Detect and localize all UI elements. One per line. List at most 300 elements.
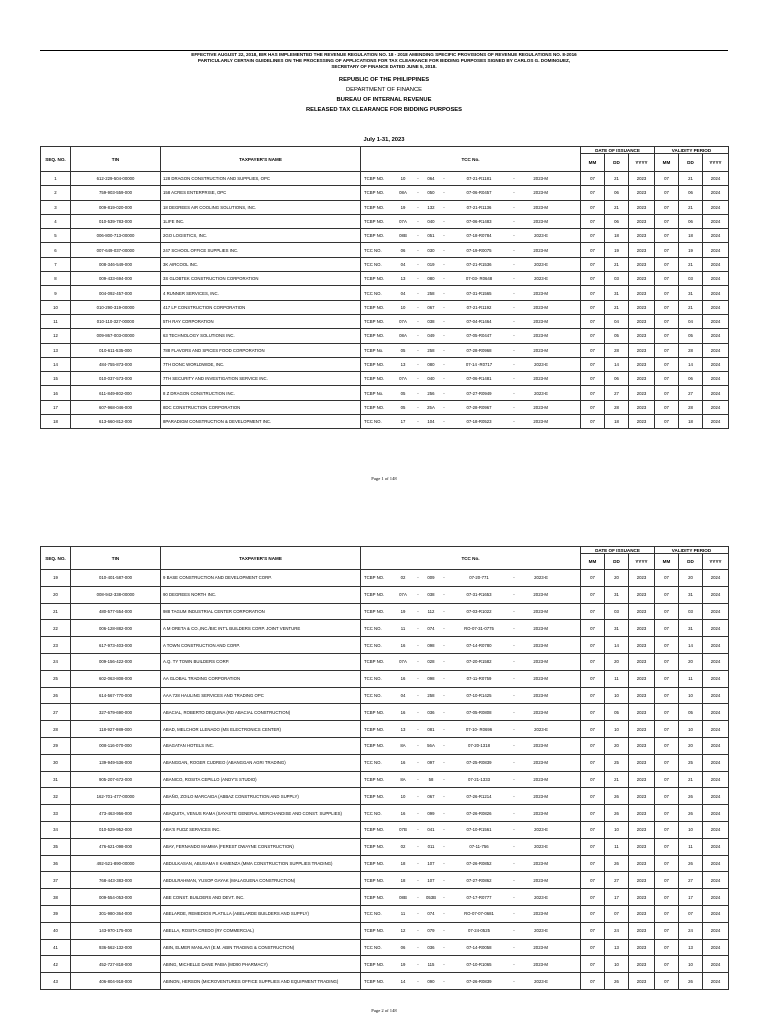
valid-day-cell: 07 (679, 905, 703, 922)
tcc-suffix: 2023-M (533, 743, 548, 749)
seq-no-cell: 14 (41, 357, 71, 371)
valid-year-cell: 2024 (703, 905, 729, 922)
tcc-office: 256 (427, 390, 435, 396)
tcc-region: 16 (400, 642, 406, 648)
tcc-prefix: TCBP NO. (364, 844, 385, 850)
issue-month-cell: 07 (581, 329, 605, 343)
issue-day-cell: 06 (605, 372, 629, 386)
issue-month-cell: 07 (581, 889, 605, 906)
document-page-2 (0, 500, 768, 1024)
issue-day-cell: 25 (605, 754, 629, 771)
tcc-separator: - (417, 204, 419, 210)
issue-month-cell: 07 (581, 737, 605, 754)
tcc-number-cell (361, 586, 581, 603)
tcc-separator: - (513, 760, 515, 766)
issue-month-cell: 07 (581, 620, 605, 637)
tcc-office: 098 (427, 642, 435, 648)
tcc-separator: - (443, 176, 445, 182)
tcc-suffix: 2023-M (533, 961, 548, 967)
table-row (41, 314, 729, 328)
valid-year-cell: 2024 (703, 956, 729, 973)
valid-year-cell: 2024 (703, 214, 729, 228)
tcc-number-cell (361, 200, 581, 214)
tcc-separator: - (513, 726, 515, 732)
valid-year-cell: 2024 (703, 889, 729, 906)
valid-month-cell: 07 (655, 272, 679, 286)
tcc-suffix: 2023-M (533, 860, 548, 866)
tin-cell: 476-621-098-000 (71, 838, 161, 855)
tcc-region: 04 (400, 290, 406, 296)
tcc-control: 07-21-R1136 (466, 204, 492, 210)
tcc-separator: - (443, 676, 445, 682)
tin-cell: 010-539-783-000 (71, 214, 161, 228)
tcc-separator: - (513, 810, 515, 816)
issue-year-cell: 2023 (629, 172, 655, 186)
tcc-separator: - (417, 692, 419, 698)
tin-cell: 008-116-070-000 (71, 737, 161, 754)
issue-month-cell: 07 (581, 939, 605, 956)
tcc-separator: - (443, 333, 445, 339)
issue-month-cell: 07 (581, 343, 605, 357)
tcc-number-cell (361, 415, 581, 429)
taxpayer-name-cell: 3S GLOBTEK CONSTRUCTION CORPORATION (161, 272, 361, 286)
seq-no-cell: 6 (41, 243, 71, 257)
tcc-separator: - (513, 860, 515, 866)
issue-day-cell: 26 (605, 788, 629, 805)
issue-year-cell: 2023 (629, 855, 655, 872)
tin-cell: 009-819-020-000 (71, 200, 161, 214)
tcc-separator: - (513, 844, 515, 850)
seq-no-cell: 10 (41, 300, 71, 314)
tcc-separator: - (513, 944, 515, 950)
issue-month-cell: 07 (581, 415, 605, 429)
tcc-separator: - (417, 793, 419, 799)
tcc-prefix: TCC NO. (364, 911, 382, 917)
issue-month-cell: 07 (581, 386, 605, 400)
col-tin-header: TIN (71, 147, 161, 172)
valid-day-cell: 13 (679, 939, 703, 956)
notice-line-3: SECRETARY OF FINANCE DATED JUNE 5, 2018. (331, 64, 437, 69)
valid-day-cell: 31 (679, 286, 703, 300)
taxpayer-name-cell: 7TH SECURITY AND INVESTIGATION SERVICE INC. (161, 372, 361, 386)
tcc-separator: - (417, 844, 419, 850)
issue-day-cell: 21 (605, 172, 629, 186)
tcc-number-cell (361, 243, 581, 257)
tcc-region: 8A (400, 743, 406, 749)
tcc-control: 07-14-R0058 (466, 944, 492, 950)
tcc-separator: - (417, 592, 419, 598)
tcc-separator: - (443, 362, 445, 367)
tcc-prefix: TCBP NO. (364, 928, 385, 934)
valid-month-cell: 07 (655, 905, 679, 922)
tcc-suffix: 2023-M (533, 625, 548, 631)
tcc-separator: - (513, 290, 515, 296)
tcc-prefix: TCBP NO. (364, 659, 385, 665)
issue-month-cell: 07 (581, 872, 605, 889)
tcc-separator: - (443, 290, 445, 296)
valid-year-cell: 2024 (703, 670, 729, 687)
tcc-suffix: 2023-M (533, 419, 548, 425)
tcc-separator: - (513, 625, 515, 631)
tcc-prefix: TCBP NO. (364, 776, 385, 782)
tcc-number-cell (361, 704, 581, 721)
issue-year-cell: 2023 (629, 300, 655, 314)
tcc-office: 080 (427, 362, 435, 367)
valid-month-cell: 07 (655, 805, 679, 822)
tcc-region: 18 (400, 877, 406, 883)
tcc-separator: - (513, 333, 515, 339)
valid-year-cell: 2024 (703, 372, 729, 386)
tcc-suffix: 2023-M (533, 247, 548, 253)
table-row (41, 939, 729, 956)
issue-year-cell: 2023 (629, 415, 655, 429)
tcc-region: 17 (400, 419, 406, 425)
tcc-region: 08B (399, 233, 407, 239)
tcc-office: 258 (427, 347, 435, 353)
valid-year-cell: 2024 (703, 357, 729, 371)
tcc-separator: - (443, 860, 445, 866)
tcc-separator: - (443, 575, 445, 581)
clearance-table-page-2 (40, 546, 729, 990)
tcc-prefix: TCBP No. (364, 347, 384, 353)
valid-year-cell: 2024 (703, 229, 729, 243)
issue-month-cell: 07 (581, 721, 605, 738)
tcc-number-cell (361, 314, 581, 328)
valid-day-cell: 14 (679, 637, 703, 654)
tcc-separator: - (513, 390, 515, 396)
table-row (41, 329, 729, 343)
valid-month-cell: 07 (655, 737, 679, 754)
tcc-region: 06 (400, 944, 406, 950)
tcc-suffix: 2023-M (533, 219, 548, 225)
table-row (41, 372, 729, 386)
valid-month-cell: 07 (655, 214, 679, 228)
tcc-prefix: TCBP NO. (364, 827, 385, 833)
table-row (41, 229, 729, 243)
tcc-number-cell (361, 272, 581, 286)
tin-cell: 006-800-713-00000 (71, 229, 161, 243)
tcc-separator: - (417, 743, 419, 749)
col-seq-header: SEQ. NO. (41, 547, 71, 570)
tcc-prefix: TCC NO. (364, 625, 382, 631)
issue-year-cell: 2023 (629, 186, 655, 200)
seq-no-cell: 37 (41, 872, 71, 889)
valid-year-cell: 2024 (703, 939, 729, 956)
valid-month-cell: 07 (655, 386, 679, 400)
tcc-prefix: TCBP NO. (364, 190, 385, 196)
tcc-prefix: TCC NO. (364, 247, 382, 253)
taxpayer-name-cell: ABIN, ELMER MANLAVI (E.M. ABIN TRADING & CONSTRUCTION) (161, 939, 361, 956)
tcc-suffix: 2023-M (533, 404, 548, 410)
valid-month-cell: 07 (655, 620, 679, 637)
tcc-separator: - (417, 928, 419, 934)
tcc-separator: - (513, 659, 515, 665)
tcc-office: 030 (427, 247, 435, 253)
seq-no-cell: 27 (41, 704, 71, 721)
tcc-separator: - (513, 319, 515, 325)
issue-day-cell: 20 (605, 570, 629, 587)
tcc-suffix: 2023-M (533, 204, 548, 210)
valid-year-cell: 2024 (703, 872, 729, 889)
taxpayer-name-cell: A.Q. TY TOWN BUILDERS CORP. (161, 653, 361, 670)
tcc-separator: - (417, 219, 419, 225)
taxpayer-name-cell: ABACIAL, ROBERTO DEQUINA (RD ABACIAL CONSTRUCTION) (161, 704, 361, 721)
seq-no-cell: 15 (41, 372, 71, 386)
tcc-prefix: TCBP NO. (364, 877, 385, 883)
valid-day-cell: 27 (679, 386, 703, 400)
table-row (41, 872, 729, 889)
page-number-1: Page 1 of 148 (371, 476, 397, 481)
valid-month-cell: 07 (655, 973, 679, 990)
tcc-separator: - (417, 276, 419, 282)
tcc-region: 04 (400, 692, 406, 698)
tcc-suffix: 2023-M (533, 304, 548, 310)
tcc-control: 07-18-R0523 (466, 419, 492, 425)
taxpayer-name-cell: 90 DEGREES NORTH INC. (161, 586, 361, 603)
seq-no-cell: 5 (41, 229, 71, 243)
tcc-number-cell (361, 889, 581, 906)
issue-day-cell: 14 (605, 637, 629, 654)
table-row (41, 603, 729, 620)
tcc-number-cell (361, 186, 581, 200)
tcc-separator: - (443, 404, 445, 410)
tcc-separator: - (513, 419, 515, 425)
issue-year-cell: 2023 (629, 956, 655, 973)
tcc-number-cell (361, 570, 581, 587)
taxpayer-name-cell: 63 TECHNOLOGY SOLUTIONS INC. (161, 329, 361, 343)
issue-year-cell: 2023 (629, 214, 655, 228)
table-row (41, 357, 729, 371)
valid-month-cell: 07 (655, 939, 679, 956)
tcc-separator: - (417, 608, 419, 614)
tcc-separator: - (513, 978, 515, 984)
tcc-region: 08A (399, 333, 407, 339)
tcc-number-cell (361, 637, 581, 654)
tin-cell: 009-867-003-00000 (71, 329, 161, 343)
taxpayer-name-cell: 9 BASE CONSTRUCTION AND DEVELOPMENT CORP. (161, 570, 361, 587)
tcc-office: 58 (428, 776, 434, 782)
tcc-number-cell (361, 821, 581, 838)
table-row (41, 754, 729, 771)
taxpayer-name-cell: ABAY, FERNANDO MAMMA (FEREST DWAYNE CONSTRUCTION) (161, 838, 361, 855)
tcc-separator: - (443, 944, 445, 950)
valid-year-cell: 2024 (703, 721, 729, 738)
tcc-suffix: 2023-E (534, 827, 548, 833)
tcc-separator: - (443, 247, 445, 253)
tcc-suffix: 2023-E (534, 978, 548, 984)
issue-day-cell: 21 (605, 300, 629, 314)
page-number-2: Page 2 of 148 (371, 1008, 397, 1013)
tcc-region: 08B (399, 894, 407, 900)
issue-month-cell: 07 (581, 586, 605, 603)
valid-day-cell: 06 (679, 214, 703, 228)
taxpayer-name-cell: ABA'S FUDZ SERVICES INC. (161, 821, 361, 838)
tcc-number-cell (361, 603, 581, 620)
issue-month-cell: 07 (581, 704, 605, 721)
tcc-suffix: 2023-M (533, 760, 548, 766)
taxpayer-name-cell: A M ORETA & CO.,INC./BIC INT'L BUILDERS CORP. JOINT VENTURE (161, 620, 361, 637)
tcc-separator: - (443, 844, 445, 850)
tcc-office: 038 (427, 592, 435, 598)
tcc-separator: - (513, 793, 515, 799)
issue-day-cell: 27 (605, 872, 629, 889)
tcc-separator: - (443, 692, 445, 698)
tcc-office: 041 (427, 827, 435, 833)
tcc-separator: - (417, 419, 419, 425)
valid-year-cell: 2024 (703, 838, 729, 855)
taxpayer-name-cell: 158 ACRES ENTERPRISE, OPC (161, 186, 361, 200)
taxpayer-name-cell: ABING, MICHELLE DANE PABIA (MD90 PHARMACY) (161, 956, 361, 973)
tcc-prefix: TCBP NO. (364, 362, 385, 367)
tcc-prefix: TCBP NO. (364, 978, 385, 984)
tcc-separator: - (417, 810, 419, 816)
tcc-number-cell (361, 670, 581, 687)
valid-year-cell: 2024 (703, 687, 729, 704)
valid-year-cell: 2024 (703, 973, 729, 990)
tcc-separator: - (513, 692, 515, 698)
issue-month-cell: 07 (581, 922, 605, 939)
issue-day-cell: 20 (605, 653, 629, 670)
tcc-region: 02 (400, 575, 406, 581)
tcc-prefix: TCBP NO. (364, 961, 385, 967)
taxpayer-name-cell: 2GO LOGISTICS, INC. (161, 229, 361, 243)
tcc-separator: - (513, 928, 515, 934)
tcc-suffix: 2023-E (534, 928, 548, 934)
tin-cell: 162-701-477-00000 (71, 788, 161, 805)
issue-month-cell: 07 (581, 838, 605, 855)
valid-year-cell: 2024 (703, 737, 729, 754)
valid-day-cell: 17 (679, 889, 703, 906)
col-seq-header: SEQ. NO. (41, 147, 71, 172)
issue-day-cell: 31 (605, 286, 629, 300)
tcc-control: 07-28-R0967 (466, 404, 492, 410)
tin-cell: 327-679-690-000 (71, 704, 161, 721)
tcc-office: 56A (427, 743, 435, 749)
seq-no-cell: 33 (41, 805, 71, 822)
valid-day-cell: 06 (679, 186, 703, 200)
issue-year-cell: 2023 (629, 721, 655, 738)
tcc-office: 115 (427, 961, 435, 967)
tcc-region: 07A (399, 319, 407, 325)
tcc-control: 07-28-R0968 (466, 347, 492, 353)
tcc-separator: - (417, 642, 419, 648)
valid-year-cell: 2024 (703, 586, 729, 603)
valid-day-cell: 18 (679, 229, 703, 243)
tcc-control: 07-21-1333 (468, 776, 490, 782)
tcc-prefix: TCC NO. (364, 261, 382, 267)
issue-month-cell: 07 (581, 855, 605, 872)
taxpayer-name-cell: 8 Z DRAGON CONSTRUCTION INC. (161, 386, 361, 400)
issue-month-cell: 07 (581, 172, 605, 186)
tcc-separator: - (513, 362, 515, 367)
tin-cell: 301-980-364-000 (71, 905, 161, 922)
tcc-control: 07-10-R1425 (466, 692, 492, 698)
tcc-separator: - (513, 827, 515, 833)
tcc-suffix: 2023-E (534, 844, 548, 850)
col-issue-mm-header: MM (581, 554, 605, 570)
issue-year-cell: 2023 (629, 905, 655, 922)
tcc-number-cell (361, 872, 581, 889)
tcc-office: 051 (427, 233, 435, 239)
table-row (41, 922, 729, 939)
valid-month-cell: 07 (655, 257, 679, 271)
issue-day-cell: 06 (605, 214, 629, 228)
seq-no-cell: 22 (41, 620, 71, 637)
valid-year-cell: 2024 (703, 257, 729, 271)
valid-month-cell: 07 (655, 329, 679, 343)
tcc-suffix: 2023-M (533, 592, 548, 598)
table-row (41, 586, 729, 603)
tcc-suffix: 2023-M (533, 642, 548, 648)
issue-day-cell: 06 (605, 186, 629, 200)
tcc-separator: - (513, 261, 515, 267)
tin-cell: 010-529-952-000 (71, 821, 161, 838)
col-issue-dd-header: DD (605, 554, 629, 570)
valid-day-cell: 27 (679, 872, 703, 889)
tin-cell: 452-727-818-000 (71, 956, 161, 973)
notice-line-1: EFFECTIVE AUGUST 22, 2018, BIR HAS IMPLEMENTED THE REVENUE REGULATION NO. 18 - 2018 AMENDING SPECIFIC PROVISIONS OF REVENUE REGULATIONS NO. 8-2016 (191, 52, 577, 57)
tcc-separator: - (443, 726, 445, 732)
issue-day-cell: 26 (605, 805, 629, 822)
tcc-region: 11 (400, 625, 406, 631)
tcc-prefix: TCBP NO. (364, 575, 385, 581)
tin-cell: 607-968-046-000 (71, 400, 161, 414)
tcc-separator: - (443, 376, 445, 382)
seq-no-cell: 40 (41, 922, 71, 939)
valid-year-cell: 2024 (703, 788, 729, 805)
tcc-separator: - (417, 726, 419, 732)
issue-year-cell: 2023 (629, 704, 655, 721)
report-title: RELEASED TAX CLEARANCE FOR BIDDING PURPOSES (305, 107, 463, 113)
table-row (41, 838, 729, 855)
tcc-number-cell (361, 372, 581, 386)
tcc-prefix: TCBP NO. (364, 709, 385, 715)
valid-year-cell: 2024 (703, 771, 729, 788)
issue-day-cell: 24 (605, 922, 629, 939)
issue-year-cell: 2023 (629, 570, 655, 587)
valid-day-cell: 28 (679, 343, 703, 357)
tcc-suffix: 2023-M (533, 776, 548, 782)
tcc-prefix: TCBP NO. (364, 743, 385, 749)
issue-month-cell: 07 (581, 973, 605, 990)
seq-no-cell: 35 (41, 838, 71, 855)
tcc-separator: - (417, 709, 419, 715)
tcc-number-cell (361, 939, 581, 956)
valid-year-cell: 2024 (703, 754, 729, 771)
tcc-separator: - (417, 376, 419, 382)
valid-month-cell: 07 (655, 754, 679, 771)
tcc-office: 036 (427, 944, 435, 950)
tcc-control: 07-04-R1464 (466, 319, 492, 325)
tcc-separator: - (417, 625, 419, 631)
tin-cell: 612-229-504-00000 (71, 172, 161, 186)
issue-month-cell: 07 (581, 243, 605, 257)
tcc-number-cell (361, 905, 581, 922)
table-row (41, 821, 729, 838)
tcc-prefix: TCC NO. (364, 642, 382, 648)
tcc-region: 07A (399, 659, 407, 665)
valid-month-cell: 07 (655, 570, 679, 587)
tcc-number-cell (361, 922, 581, 939)
department-heading: DEPARTMENT OF FINANCE (345, 87, 422, 93)
issue-day-cell: 17 (605, 889, 629, 906)
issue-year-cell: 2023 (629, 872, 655, 889)
issue-month-cell: 07 (581, 905, 605, 922)
issue-day-cell: 11 (605, 838, 629, 855)
tcc-office: 099 (427, 810, 435, 816)
taxpayer-name-cell: ABAD, MELCHOR LLENADO (MS ELECTRONICS CENTER) (161, 721, 361, 738)
issue-year-cell: 2023 (629, 737, 655, 754)
